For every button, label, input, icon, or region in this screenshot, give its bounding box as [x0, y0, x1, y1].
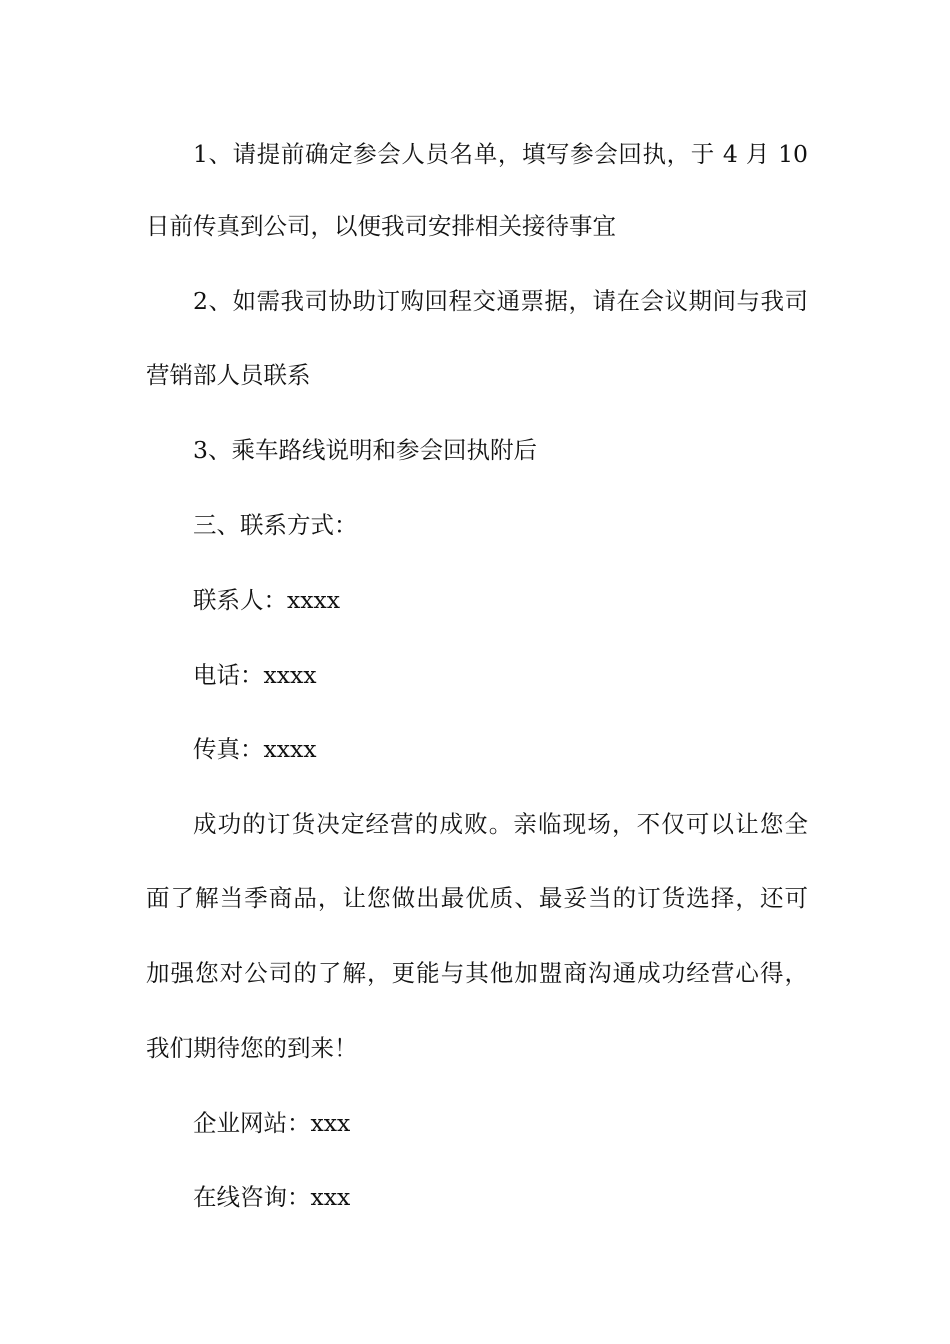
- item-1-line-1: 1、请提前确定参会人员名单，填写参会回执，于 4 月 10: [193, 140, 808, 168]
- closing-paragraph-line-1: 成功的订货决定经营的成败。亲临现场，不仅可以让您全: [193, 810, 808, 838]
- contact-fax: 传真：xxxx: [193, 735, 317, 763]
- section-contact-heading: 三、联系方式：: [193, 511, 358, 539]
- item-3: 3、乘车路线说明和参会回执附后: [193, 436, 537, 464]
- item-1-line-2: 日前传真到公司，以便我司安排相关接待事宜: [146, 212, 616, 240]
- item-2-line-1: 2、如需我司协助订购回程交通票据，请在会议期间与我司: [193, 287, 808, 315]
- contact-phone: 电话：xxxx: [193, 661, 317, 689]
- closing-paragraph-line-2: 面了解当季商品，让您做出最优质、最妥当的订货选择，还可: [146, 884, 808, 912]
- company-website: 企业网站：xxx: [193, 1109, 351, 1137]
- closing-paragraph-line-4: 我们期待您的到来！: [146, 1034, 358, 1062]
- closing-paragraph-line-3: 加强您对公司的了解，更能与其他加盟商沟通成功经营心得，: [146, 959, 808, 987]
- contact-person: 联系人：xxxx: [193, 586, 341, 614]
- item-2-line-2: 营销部人员联系: [146, 361, 311, 389]
- online-consultation: 在线咨询：xxx: [193, 1183, 351, 1211]
